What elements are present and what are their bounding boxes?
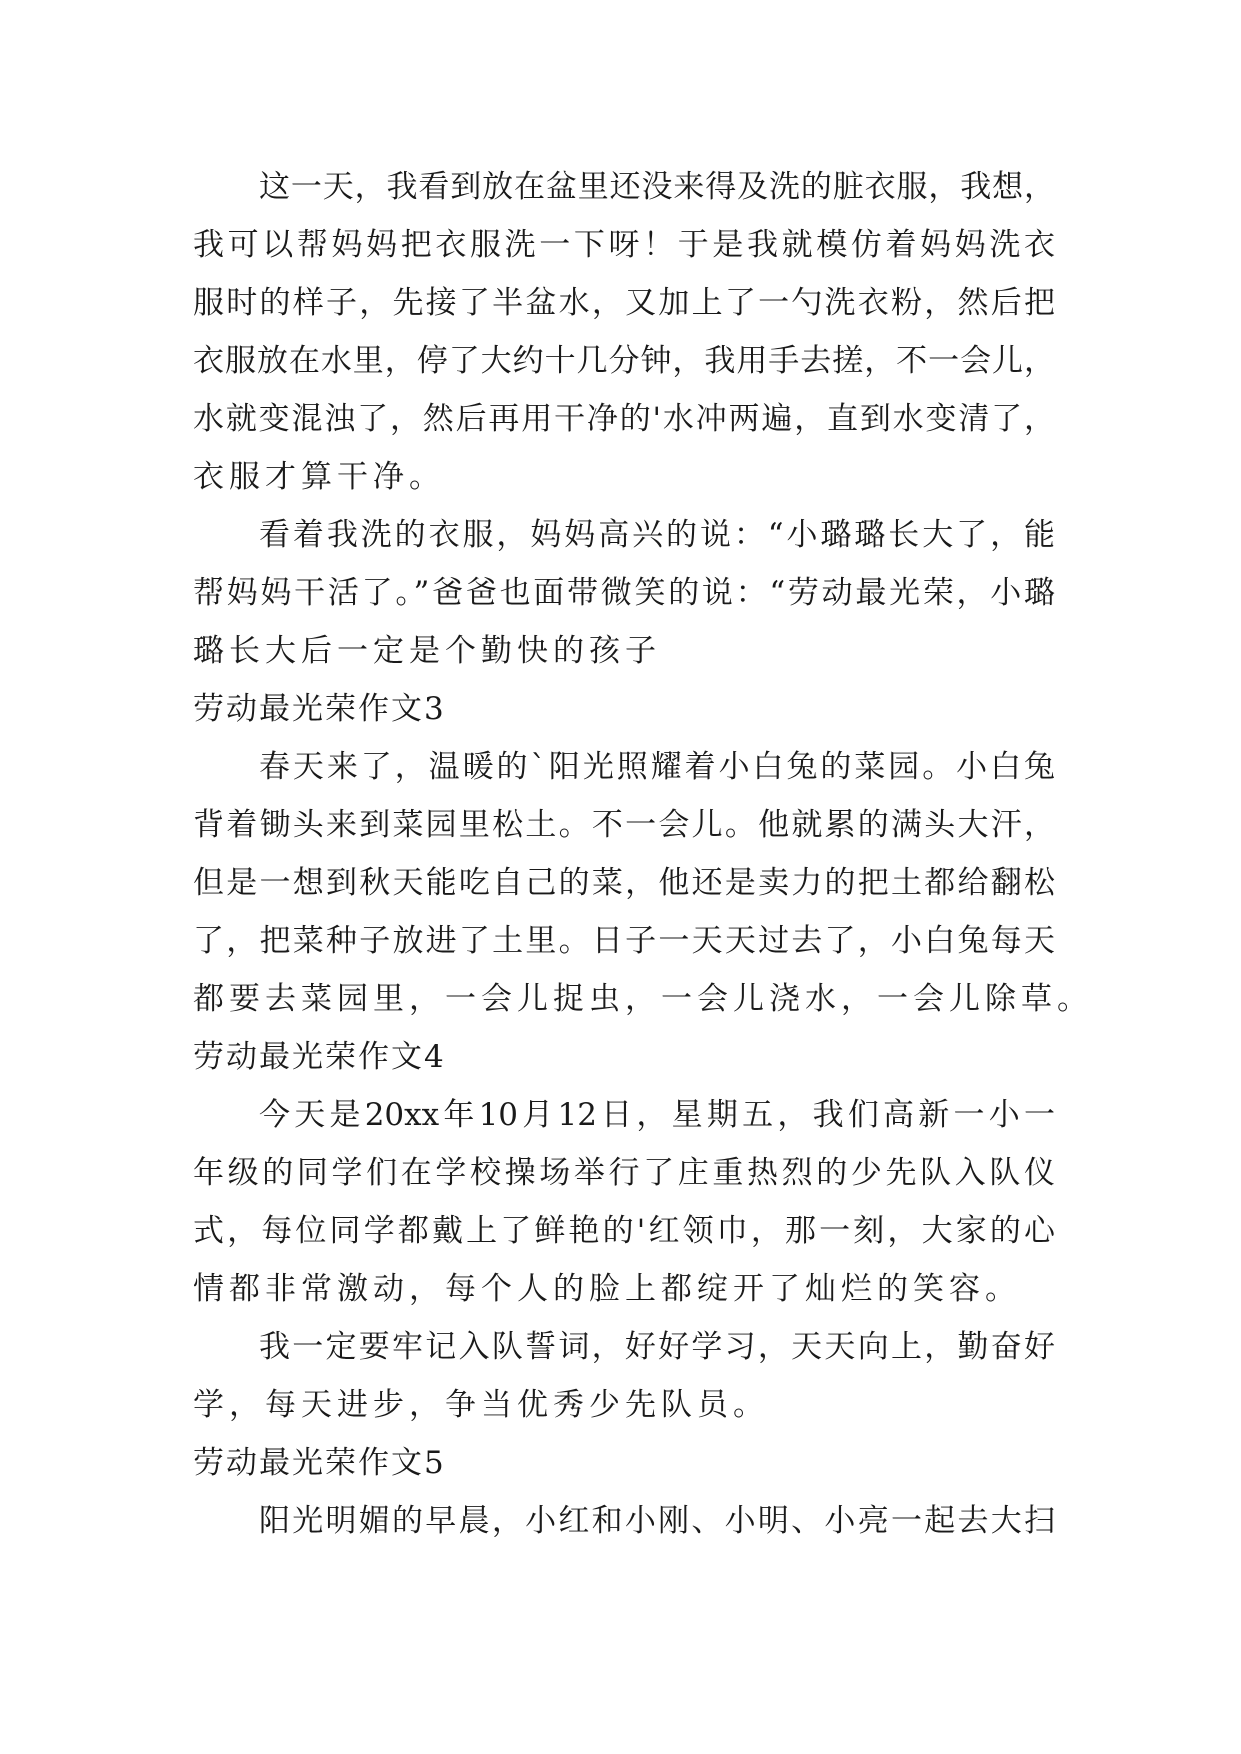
paragraph-rabbit-garden <box>193 738 1093 1028</box>
paragraph-sunny-morning <box>193 1492 1055 1550</box>
paragraph-oath <box>193 1318 1055 1434</box>
document-page <box>193 158 1093 1550</box>
text-line: 衣服才算干净。 <box>193 459 445 495</box>
essay-heading-3: 劳动最光荣作文3 <box>193 691 446 727</box>
text-line: 服时的样子，先接了半盆水，又加上了一勺洗衣粉，然后把 <box>193 285 1055 321</box>
text-line: 看着我洗的衣服，妈妈高兴的说：“小璐璐长大了，能 <box>259 517 1055 553</box>
text-line: 年级的同学们在学校操场举行了庄重热烈的少先队入队仪 <box>193 1155 1055 1191</box>
text-line: 今天是20xx年10月12日，星期五，我们高新一小一 <box>259 1097 1055 1133</box>
paragraph-laundry <box>193 158 1055 506</box>
essay-heading-4: 劳动最光荣作文4 <box>193 1039 446 1075</box>
text-line: 背着锄头来到菜园里松土。不一会儿。他就累的满头大汗， <box>193 807 1055 843</box>
text-line: 璐长大后一定是个勤快的孩子 <box>193 633 661 669</box>
text-line: 式，每位同学都戴上了鲜艳的'红领巾，那一刻，大家的心 <box>193 1213 1055 1249</box>
paragraph-praise <box>193 506 1055 680</box>
text-line: 我一定要牢记入队誓词，好好学习，天天向上，勤奋好 <box>259 1329 1055 1365</box>
paragraph-young-pioneers <box>193 1086 1055 1318</box>
essay-heading-5: 劳动最光荣作文5 <box>193 1445 446 1481</box>
text-line: 阳光明媚的早晨，小红和小刚、小明、小亮一起去大扫 <box>259 1503 1055 1539</box>
text-line: 春天来了，温暖的`阳光照耀着小白兔的菜园。小白兔 <box>259 749 1055 785</box>
text-line: 了，把菜种子放进了土里。日子一天天过去了，小白兔每天 <box>193 923 1055 959</box>
text-line: 帮妈妈干活了。”爸爸也面带微笑的说：“劳动最光荣，小璐 <box>193 575 1055 611</box>
text-line: 但是一想到秋天能吃自己的菜，他还是卖力的把土都给翻松 <box>193 865 1055 901</box>
text-line: 都要去菜园里，一会儿捉虫，一会儿浇水，一会儿除草。 <box>193 981 1093 1017</box>
text-line: 水就变混浊了，然后再用干净的'水冲两遍，直到水变清了， <box>193 401 1055 437</box>
text-line: 这一天，我看到放在盆里还没来得及洗的脏衣服，我想， <box>259 169 1055 205</box>
text-line: 我可以帮妈妈把衣服洗一下呀！于是我就模仿着妈妈洗衣 <box>193 227 1055 263</box>
text-line: 学，每天进步，争当优秀少先队员。 <box>193 1387 769 1423</box>
text-line: 情都非常激动，每个人的脸上都绽开了灿烂的笑容。 <box>193 1271 1021 1307</box>
text-line: 衣服放在水里，停了大约十几分钟，我用手去搓，不一会儿， <box>193 343 1055 379</box>
